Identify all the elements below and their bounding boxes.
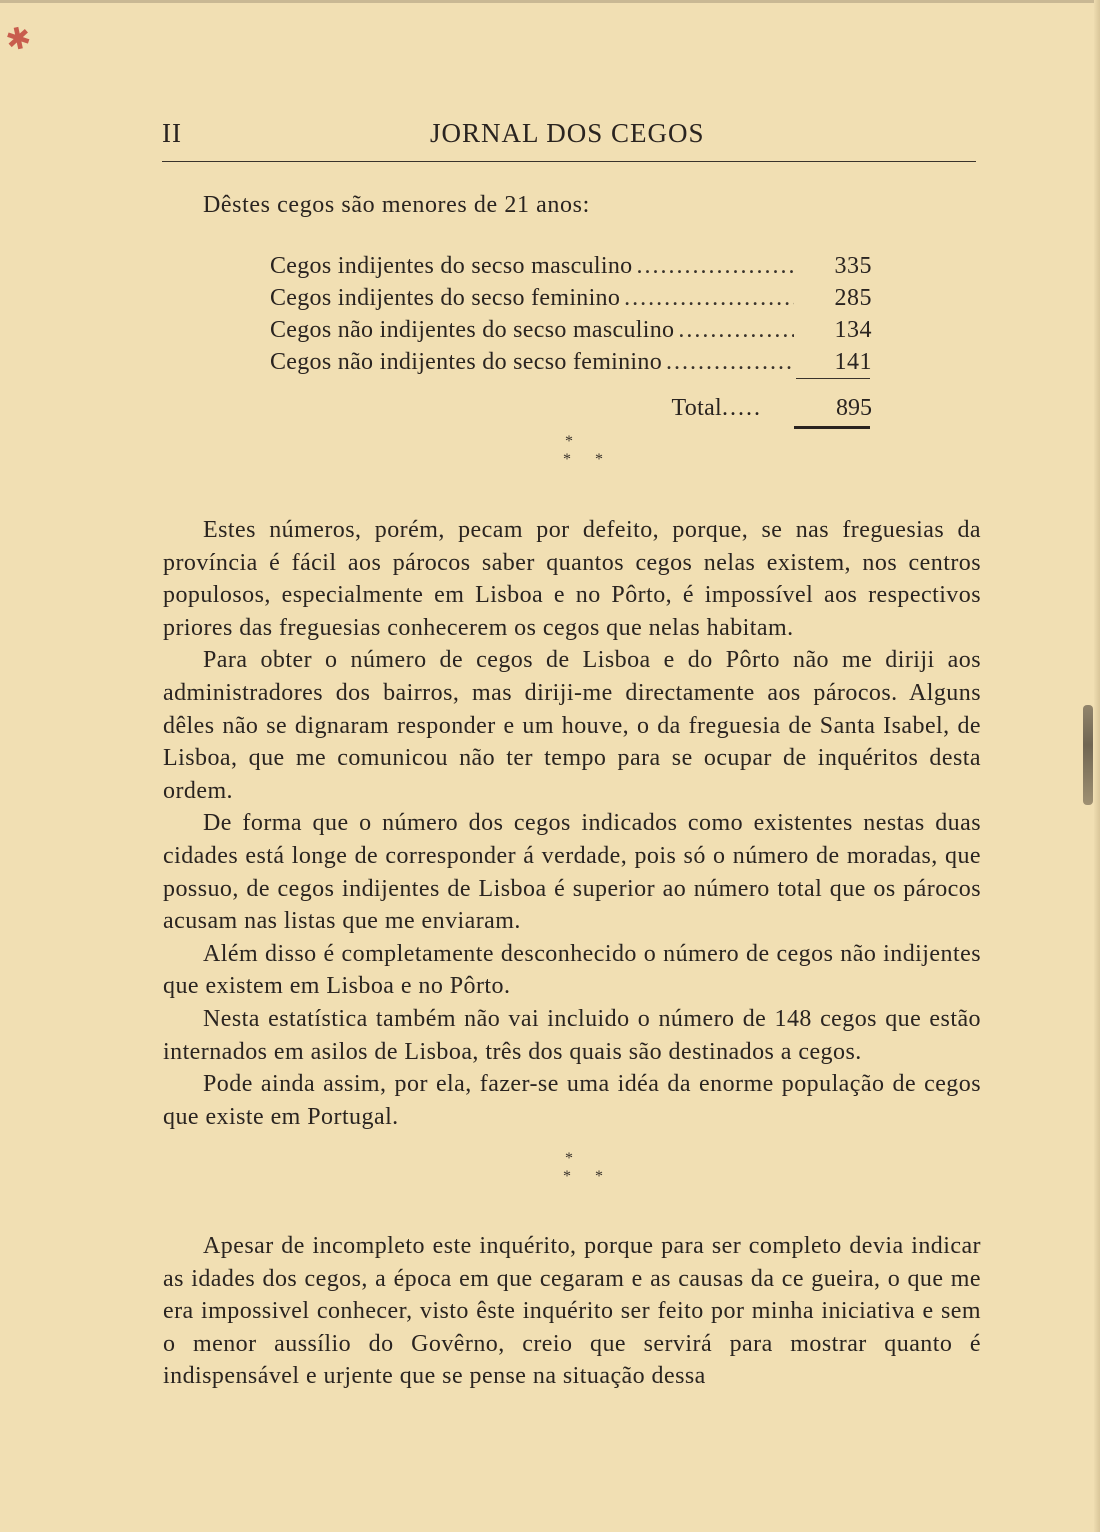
page-header: [162, 118, 976, 154]
total-row: [270, 392, 872, 424]
asterism-divider: [539, 1150, 627, 1186]
paragraph: Nesta estatística também não vai incluido o número de 148 cegos que estão internados em asilos de Lisboa, três dos quais são destinados a cegos.: [163, 1005, 981, 1065]
paragraph: Para obter o número de cegos de Lisboa e do Pôrto não me diriji aos administradores dos bairros, mas diriji-me directamente aos párocos. Alguns dêles não se dignaram responder e um houve, o da freguesia de Santa Isabel, de Lisboa, que me comunicou não ter tempo para se ocupar de inquéritos desta ordem.: [163, 647, 981, 804]
ink-stain-mark: ✱: [2, 20, 35, 59]
body-section-2: [163, 1230, 981, 1393]
intro-line: Dêstes cegos são menores de 21 anos:: [203, 192, 590, 218]
paragraph: Além disso é completamente desconhecido o número de cegos não indijentes que existem em Lisboa e no Pôrto.: [163, 940, 981, 1000]
body-section-1: [163, 514, 981, 1133]
asterism-divider: [539, 433, 627, 469]
asterism-star: *: [565, 1150, 573, 1167]
stat-row: [270, 250, 872, 282]
stat-value: 134: [834, 317, 872, 343]
stat-value: 141: [834, 349, 872, 375]
dot-leader: [678, 314, 794, 346]
asterism-star-pair: **: [563, 451, 627, 468]
dot-leader: [636, 250, 794, 282]
stat-row: [270, 282, 872, 314]
stat-label: Cegos indijentes do secso masculino: [270, 253, 633, 279]
stat-value: 335: [834, 253, 872, 279]
sum-rule: [796, 378, 870, 379]
total-label: Total: [671, 395, 722, 421]
page-number: II: [162, 118, 182, 148]
asterism-star: *: [565, 433, 573, 450]
total-value: 895: [836, 395, 872, 421]
stat-label: Cegos indijentes do secso feminino: [270, 285, 621, 311]
dot-leader: [666, 346, 794, 378]
dot-leader: [624, 282, 794, 314]
stat-label: Cegos não indijentes do secso masculino: [270, 317, 675, 343]
statistics-table: [270, 250, 872, 378]
running-title: JORNAL DOS CEGOS: [430, 118, 705, 148]
total-dot-leader: .....: [722, 395, 762, 421]
stat-row: [270, 314, 872, 346]
paragraph: De forma que o número dos cegos indicados como existentes nestas duas cidades está longe de corresponder á verdade, pois só o número de moradas, que possuo, de cegos indijentes de Lisboa é superior ao número total que os párocos acusam nas listas que me enviaram.: [163, 810, 981, 935]
total-double-rule: [794, 426, 870, 429]
stat-label: Cegos não indijentes do secso feminino: [270, 349, 663, 375]
asterism-star-pair: **: [563, 1168, 627, 1185]
page-right-edge: [1094, 0, 1100, 1532]
paragraph: Pode ainda assim, por ela, fazer-se uma idéa da enorme população de cegos que existe em Portugal.: [163, 1071, 981, 1130]
stat-row: [270, 346, 872, 378]
page-top-edge: [0, 0, 1100, 3]
paragraph: Apesar de incompleto este inquérito, porque para ser completo devia indicar as idades dos cegos, a época em que cegaram e as causas da ce gueira, o que me era impossivel conhecer, visto êste inquérito ser feito por minha iniciativa e sem o menor aussílio do Govêrno, creio que servirá para mostrar quanto é indispensável e urjente que se pense na situação dessa: [163, 1233, 981, 1390]
binding-thread-mark: [1083, 705, 1093, 805]
header-rule: [162, 161, 976, 162]
paragraph: Estes números, porém, pecam por defeito, porque, se nas freguesias da província é fácil aos párocos saber quantos cegos nelas existem, nos centros populosos, especialmente em Lisboa e no Pôrto, é impossível aos respectivos priores das freguesias conhecerem os cegos que nelas habitam.: [163, 517, 981, 641]
stat-value: 285: [834, 285, 872, 311]
